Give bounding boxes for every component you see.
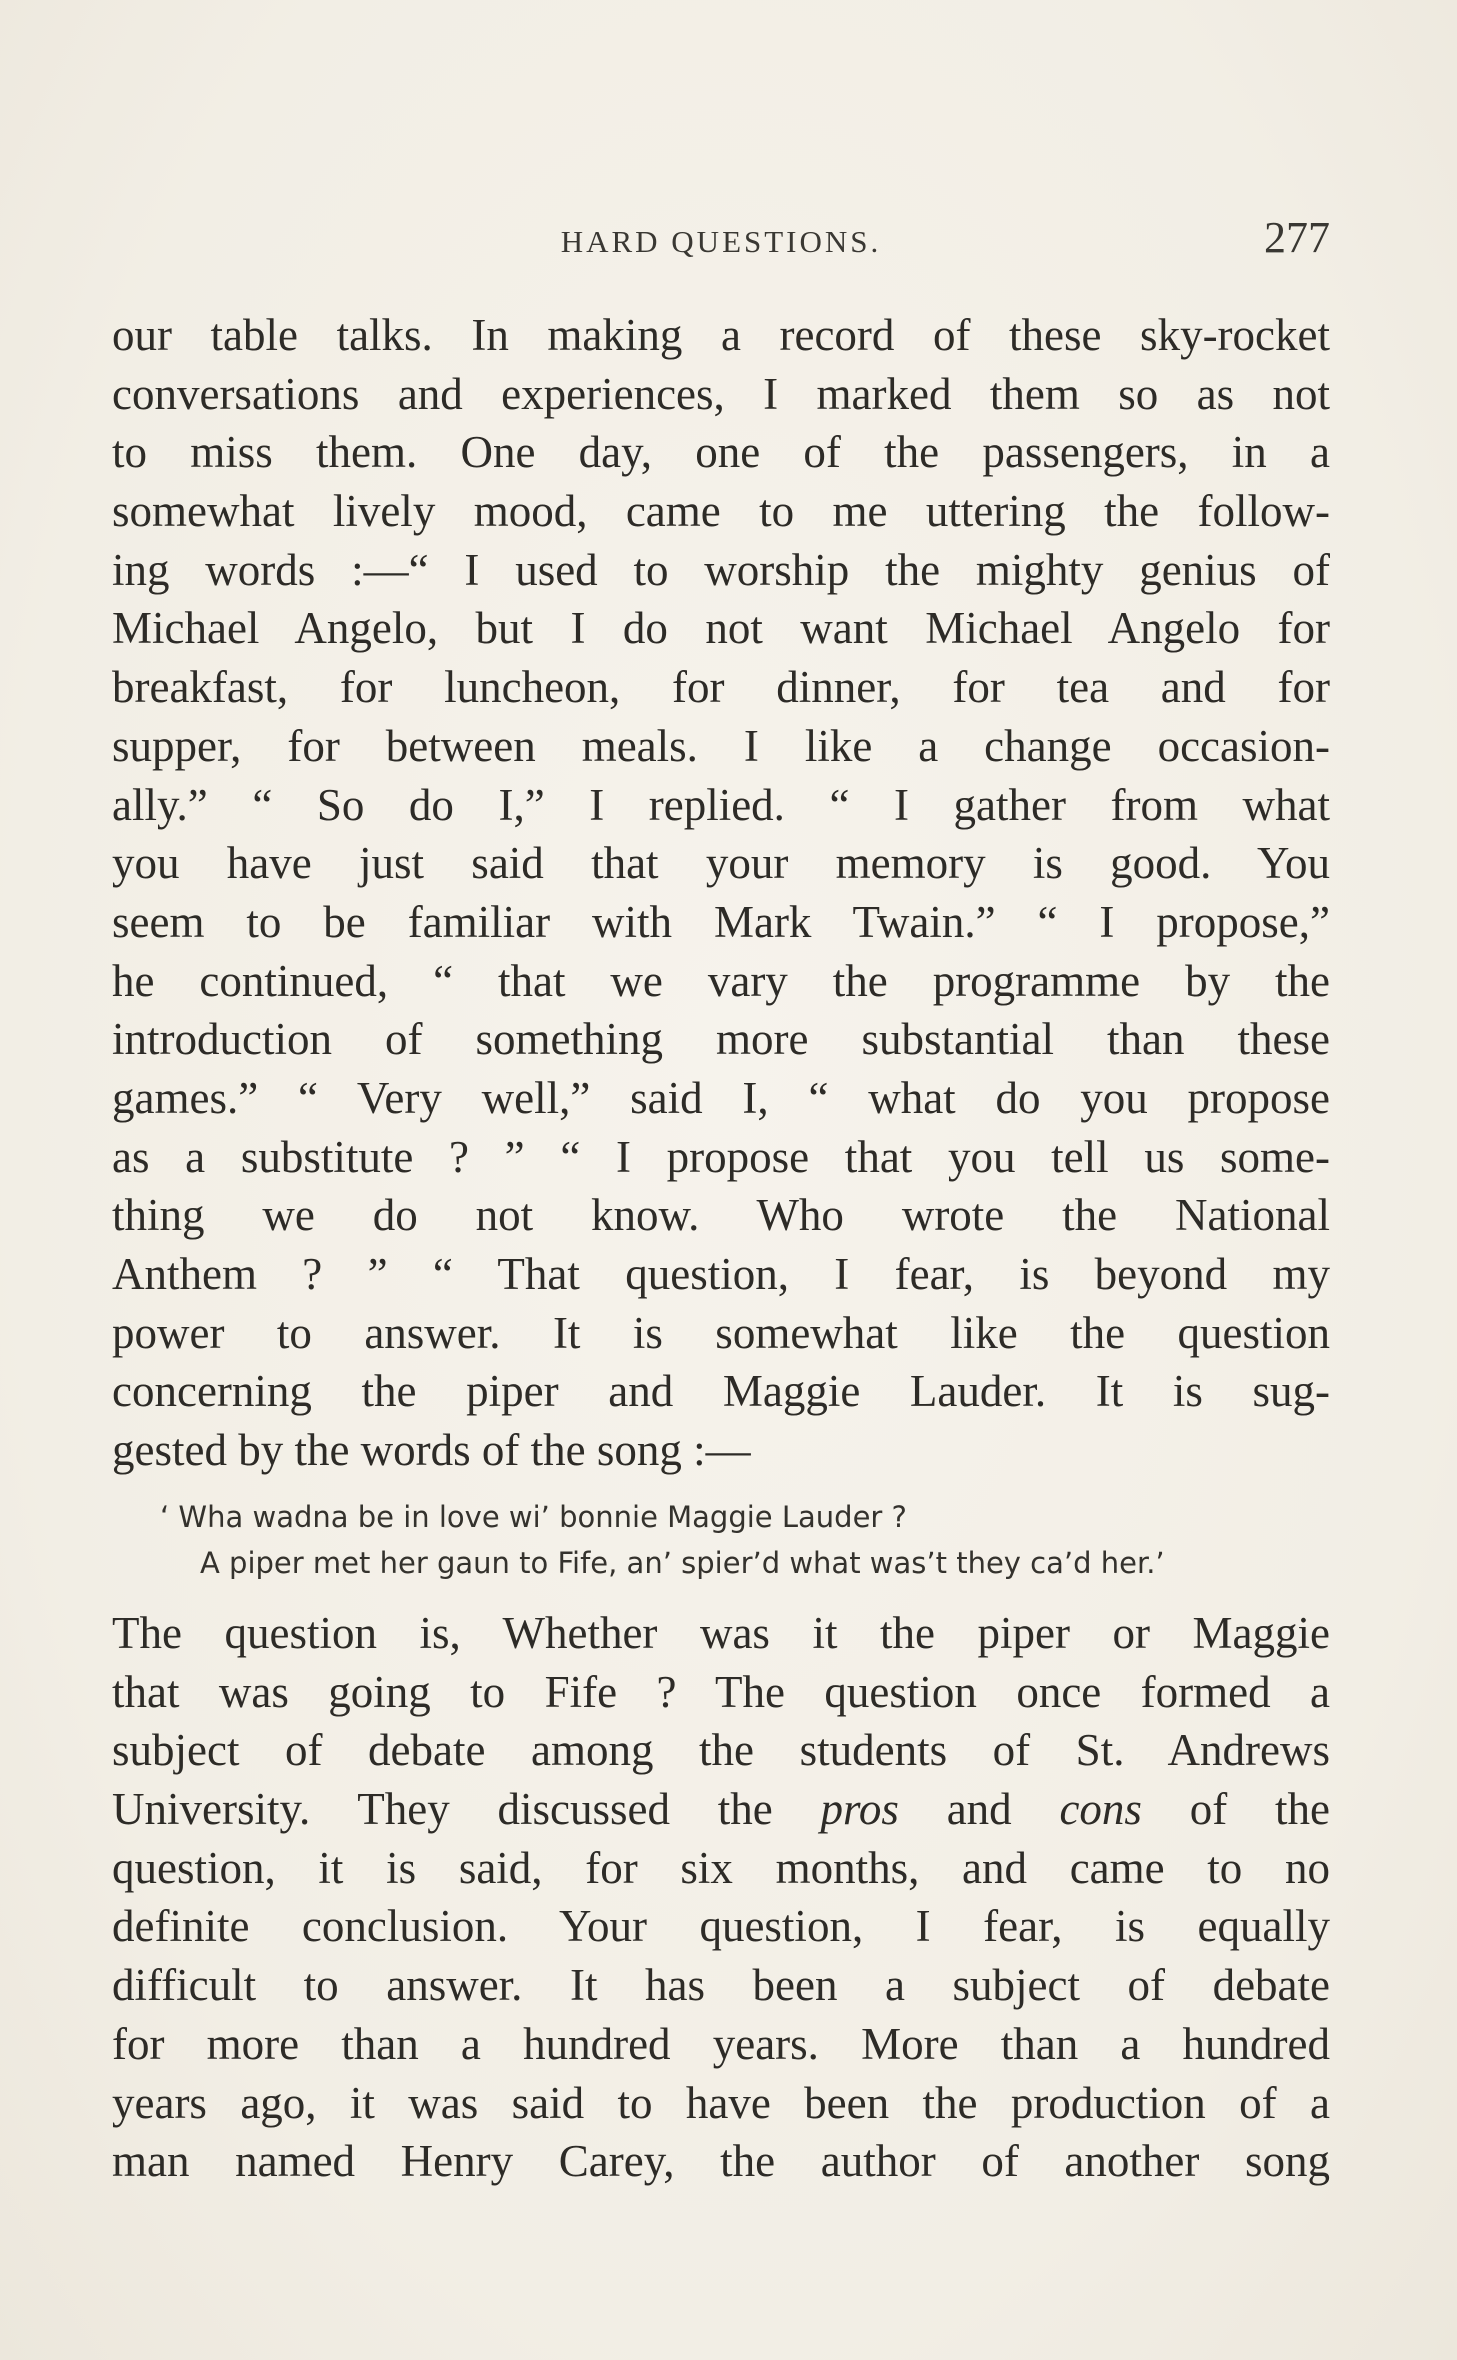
text-line: somewhat lively mood, came to me uttering the follow- <box>112 486 1330 537</box>
text-line: The question is, Whether was it the piper or Maggie <box>112 1608 1330 1658</box>
text-line: thing we do not know. Who wrote the National <box>112 1190 1330 1241</box>
text-line: supper, for between meals. I like a change occasion- <box>112 720 1330 771</box>
paragraph-2 <box>112 1604 1330 2191</box>
text-line: Anthem ? ” “ That question, I fear, is beyond my <box>112 1249 1330 1299</box>
page-number: 277 <box>1264 213 1330 262</box>
text-line: games.” “ Very well,” said I, “ what do you propose <box>112 1072 1330 1123</box>
text-line: Michael Angelo, but I do not want Michael Angelo for <box>112 603 1330 654</box>
italic-pros: pros <box>820 1784 899 1835</box>
text-line: ing words :—“ I used to worship the mighty genius of <box>112 544 1330 595</box>
text-line <box>112 1780 1330 1839</box>
text-line: man named Henry Carey, the author of another song <box>112 2136 1330 2187</box>
text-line: power to answer. It is somewhat like the question <box>112 1307 1330 1358</box>
text-fragment: of the <box>1141 1784 1330 1835</box>
text-line: definite conclusion. Your question, I fear, is equally <box>112 1901 1330 1952</box>
text-line: conversations and experiences, I marked them so as not <box>112 368 1330 419</box>
text-line: concerning the piper and Maggie Lauder. It is sug- <box>112 1366 1330 1417</box>
running-head: HARD QUESTIONS. <box>560 224 882 259</box>
italic-cons: cons <box>1059 1784 1142 1835</box>
text-line: seem to be familiar with Mark Twain.” “ I propose,” <box>112 896 1330 947</box>
text-line: he continued, “ that we vary the programme by the <box>112 955 1330 1006</box>
text-line: question, it is said, for six months, and came to no <box>112 1842 1330 1893</box>
text-line: our table talks. In making a record of these sky-rocket <box>112 310 1330 360</box>
text-line: to miss them. One day, one of the passengers, in a <box>112 427 1330 478</box>
verse-line-2: A piper met her gaun to Fife, an’ spier’d what was’t they ca’d her.’ <box>200 1546 1165 1580</box>
text-fragment: University. They discussed the <box>112 1784 821 1835</box>
verse-line-1: ‘ Wha wadna be in love wi’ bonnie Maggie Lauder ? <box>160 1500 907 1534</box>
paragraph-1 <box>112 306 1330 1480</box>
text-line: years ago, it was said to have been the production of a <box>112 2077 1330 2128</box>
page-header <box>112 212 1330 268</box>
text-line: introduction of something more substantial than these <box>112 1014 1330 1065</box>
text-fragment: and <box>898 1784 1060 1835</box>
text-line: ally.” “ So do I,” I replied. “ I gather from what <box>112 779 1330 830</box>
text-line: as a substitute ? ” “ I propose that you tell us some- <box>112 1131 1330 1182</box>
verse-quote <box>160 1494 1260 1586</box>
text-line: gested by the words of the song :— <box>112 1425 751 1476</box>
text-line: breakfast, for luncheon, for dinner, for tea and for <box>112 662 1330 713</box>
text-line: you have just said that your memory is good. You <box>112 838 1330 889</box>
text-line: for more than a hundred years. More than a hundred <box>112 2018 1330 2069</box>
text-line: that was going to Fife ? The question once formed a <box>112 1666 1330 1717</box>
text-line: difficult to answer. It has been a subject of debate <box>112 1960 1330 2011</box>
text-line: subject of debate among the students of St. Andrews <box>112 1725 1330 1776</box>
